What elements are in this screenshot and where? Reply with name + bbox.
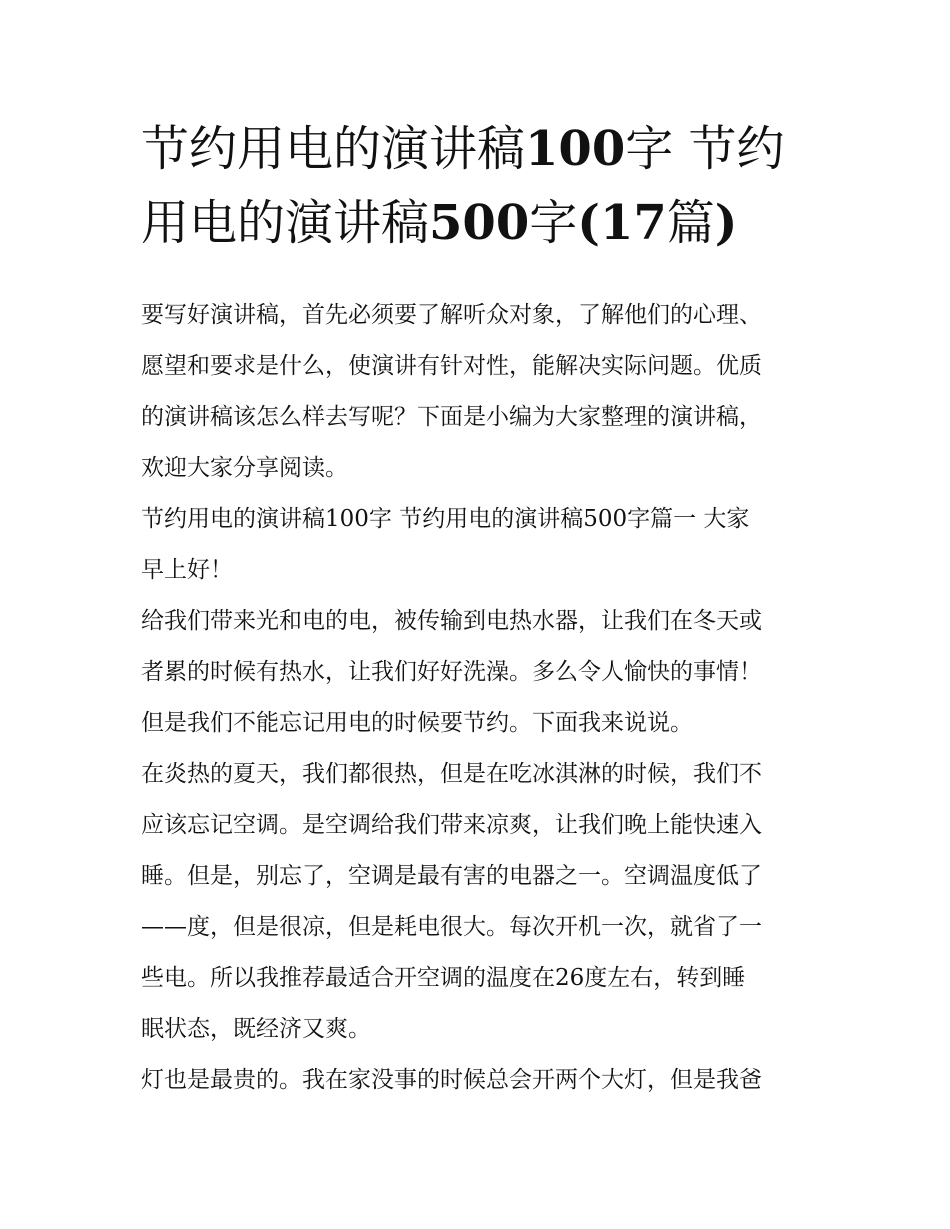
- text-line: 欢迎大家分享阅读。: [141, 455, 348, 481]
- text-line: 但是我们不能忘记用电的时候要节约。下面我来说说。: [141, 710, 693, 736]
- document-body: [141, 290, 813, 1106]
- text-line: 者累的时候有热水，让我们好好洗澡。多么令人愉快的事情！: [141, 659, 762, 685]
- text-line: 节约用电的演讲稿100字 节约用电的演讲稿500字篇一 大家: [141, 506, 750, 532]
- title-line-2: 用电的演讲稿500字(17篇): [141, 195, 738, 251]
- paragraph-intro: [141, 290, 813, 494]
- title-line-1: 节约用电的演讲稿100字 节约: [141, 121, 785, 177]
- text-line: 给我们带来光和电的电，被传输到电热水器，让我们在冬天或: [141, 608, 762, 634]
- text-line: 些电。所以我推荐最适合开空调的温度在26度左右，转到睡: [141, 965, 746, 991]
- text-line: 要写好演讲稿，首先必须要了解听众对象，了解他们的心理、: [141, 302, 762, 328]
- paragraph-electricity: [141, 596, 813, 749]
- text-line: 睡。但是，别忘了，空调是最有害的电器之一。空调温度低了: [141, 863, 762, 889]
- paragraph-air-conditioner: [141, 749, 813, 1055]
- document-page: [141, 112, 813, 1106]
- text-line: 愿望和要求是什么，使演讲有针对性，能解决实际问题。优质: [141, 353, 762, 379]
- paragraph-section-heading: [141, 494, 813, 596]
- text-line: 早上好！: [141, 557, 233, 583]
- text-line: 应该忘记空调。是空调给我们带来凉爽，让我们晚上能快速入: [141, 812, 762, 838]
- text-line: 在炎热的夏天，我们都很热，但是在吃冰淇淋的时候，我们不: [141, 761, 762, 787]
- paragraph-lights: [141, 1055, 813, 1106]
- text-line: ——度，但是很凉，但是耗电很大。每次开机一次，就省了一: [141, 914, 762, 940]
- text-line: 眠状态，既经济又爽。: [141, 1016, 371, 1042]
- text-line: 的演讲稿该怎么样去写呢？下面是小编为大家整理的演讲稿，: [141, 404, 762, 430]
- text-line: 灯也是最贵的。我在家没事的时候总会开两个大灯，但是我爸: [141, 1067, 762, 1093]
- document-title: [141, 112, 813, 260]
